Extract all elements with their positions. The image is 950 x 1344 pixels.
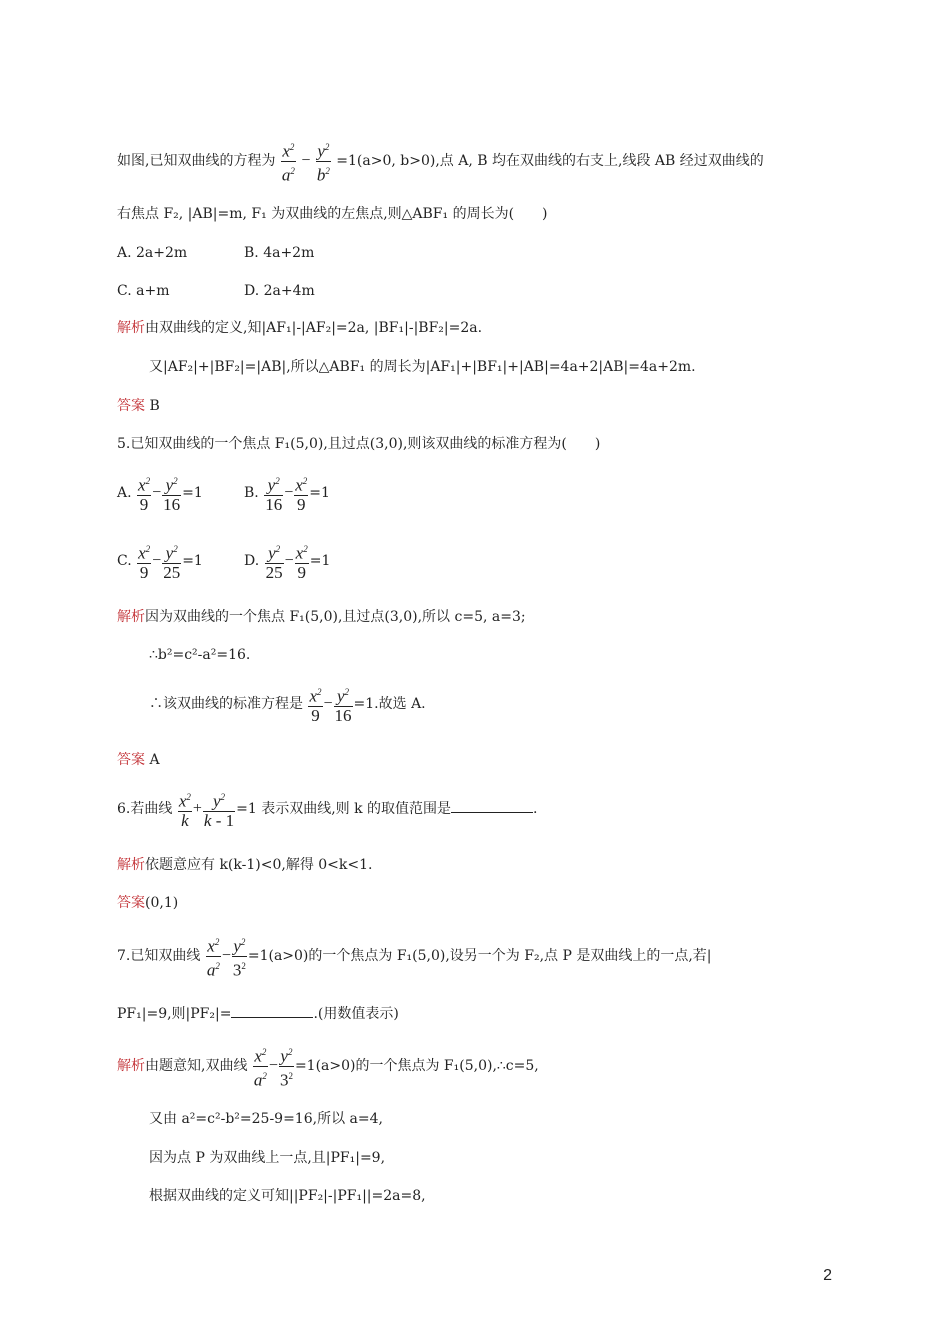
q5-analysis-text-3b: =1.故选 A. <box>353 695 426 712</box>
q4-option-d: D. 2a+4m <box>244 283 315 299</box>
analysis-label: 解析 <box>117 857 145 873</box>
q4-answer-value: B <box>149 398 160 414</box>
fraction-x2-over-9: $\frac{x^2}{9}$ <box>308 683 322 725</box>
fraction-x2-over-k: $\frac{x^2}{k}$ <box>178 788 192 830</box>
fraction-x2-over-9: $\frac{x^2}{9}$ <box>294 472 308 514</box>
q7-stem-text-2b: .(用数值表示) <box>313 1006 399 1022</box>
q5-analysis-text-1: 因为双曲线的一个焦点 F₁(5,0),且过点(3,0),所以 c=5, a=3; <box>145 609 526 625</box>
q4-analysis-line2: 又|AF₂|+|BF₂|=|AB|,所以△ABF₁ 的周长为|AF₁|+|BF₁|+|AB|=4a+2|AB|=4a+2m. <box>149 359 696 375</box>
q5-analysis-text-3a: ∴该双曲线的标准方程是 <box>149 695 303 712</box>
fraction-y2-over-25: $\frac{y^2}{25}$ <box>162 540 181 582</box>
q6-analysis-text-1: 依题意应有 k(k-1)<0,解得 0<k<1. <box>145 857 373 873</box>
q4-answer <box>117 396 160 416</box>
analysis-label: 解析 <box>117 320 145 336</box>
q4-stem-text-b: =1(a>0, b>0),点 A, B 均在双曲线的右支上,线段 AB 经过双曲线的 <box>336 153 764 170</box>
q5-option-c: C. $\frac{x^2}{9}$ − $\frac{y^2}{25}$ =1 <box>117 540 203 582</box>
q7-stem-line1: 7.已知双曲线 $\frac{x^2}{a^2}$ − $\frac{y^2}{3^2}$ =1(a>0)的一个焦点为 F₁(5,0),设另一个为 F₂,点 P 是双曲线上的一点,若| <box>117 933 712 979</box>
q4-stem-line1: 如图,已知双曲线的方程为 $\frac{x^2}{a^2}$ − $\frac{y^2}{b^2}$ =1(a>0, b>0),点 A, B 均在双曲线的右支上,线段 AB 经过双曲线的 <box>117 138 764 184</box>
q5-option-c-label: C. <box>117 552 132 569</box>
q5-stem: 5.已知双曲线的一个焦点 F₁(5,0),且过点(3,0),则该双曲线的标准方程为( ) <box>117 436 601 452</box>
fraction-y2-over-25: $\frac{y^2}{25}$ <box>265 540 284 582</box>
fraction-y2-over-16: $\frac{y^2}{16}$ <box>264 472 283 514</box>
q5-analysis-line1 <box>117 607 526 627</box>
q5-option-b: B. $\frac{y^2}{16}$ − $\frac{x^2}{9}$ =1 <box>244 472 330 514</box>
answer-blank[interactable] <box>231 1003 313 1018</box>
eq-tail: =1 <box>309 484 330 501</box>
fraction-x2-over-a2: $\frac{x^2}{a^2}$ <box>253 1043 268 1089</box>
q6-stem-end: . <box>533 800 538 817</box>
fraction-x2-over-9: $\frac{x^2}{9}$ <box>295 540 309 582</box>
eq-tail: =1 <box>309 552 331 569</box>
fraction-y2-over-16: $\frac{y^2}{16}$ <box>334 683 353 725</box>
q5-option-a: A. $\frac{x^2}{9}$ − $\frac{y^2}{16}$ =1 <box>117 472 203 514</box>
q6-stem-text-a: 6.若曲线 <box>117 800 173 817</box>
q5-answer-value: A <box>149 752 160 768</box>
fraction-y2-over-k-minus-1: $\frac{y^2}{k - 1}$ <box>203 788 235 830</box>
q5-option-d-label: D. <box>244 552 260 569</box>
q7-analysis-line1: 解析由题意知,双曲线 $\frac{x^2}{a^2}$ − $\frac{y^2}{3^2}$ =1(a>0)的一个焦点为 F₁(5,0),∴c=5, <box>117 1043 539 1089</box>
q7-stem-line2 <box>117 1003 399 1024</box>
q7-analysis-line3: 因为点 P 为双曲线上一点,且|PF₁|=9, <box>149 1150 386 1166</box>
q5-analysis-line2: ∴b²=c²-a²=16. <box>149 647 251 663</box>
q7-analysis-text-1a: 由题意知,双曲线 <box>145 1058 248 1075</box>
q4-option-a: A. 2a+2m <box>117 245 188 261</box>
q6-analysis <box>117 855 372 875</box>
q6-stem: 6.若曲线 $\frac{x^2}{k}$ + $\frac{y^2}{k - 1}$ =1 表示双曲线,则 k 的取值范围是 . <box>117 788 537 830</box>
fraction-x2-over-9: $\frac{x^2}{9}$ <box>137 540 151 582</box>
eq-tail: =1 <box>182 484 203 501</box>
fraction-y2-over-3-squared: $\frac{y^2}{3^2}$ <box>279 1043 294 1089</box>
fraction-y2-over-3-squared: $\frac{y^2}{3^2}$ <box>232 933 247 979</box>
q7-analysis-line4: 根据双曲线的定义可知||PF₂|-|PF₁||=2a=8, <box>149 1188 426 1204</box>
q5-option-b-label: B. <box>244 484 259 501</box>
answer-label: 答案 <box>117 752 145 768</box>
analysis-label: 解析 <box>117 1058 145 1075</box>
q5-option-a-label: A. <box>117 484 132 501</box>
fraction-x2-over-9: $\frac{x^2}{9}$ <box>137 472 151 514</box>
fraction-y2-over-16: $\frac{y^2}{16}$ <box>162 472 181 514</box>
page-number: 2 <box>823 1267 832 1284</box>
fraction-x2-over-a2: $\frac{x^2}{a^2}$ <box>281 138 296 184</box>
q7-stem-text-a: 7.已知双曲线 <box>117 948 201 965</box>
fraction-x2-over-a2: $\frac{x^2}{a^2}$ <box>206 933 221 979</box>
fraction-y2-over-b2: $\frac{y^2}{b^2}$ <box>316 138 331 184</box>
eq-tail: =1 <box>182 552 203 569</box>
q5-analysis-line3: ∴该双曲线的标准方程是 $\frac{x^2}{9}$ − $\frac{y^2}{16}$ =1.故选 A. <box>149 683 426 725</box>
q5-answer <box>117 750 160 770</box>
q4-stem-line2: 右焦点 F₂, |AB|=m, F₁ 为双曲线的左焦点,则△ABF₁ 的周长为( ) <box>117 206 548 222</box>
q7-stem-text-b: =1(a>0)的一个焦点为 F₁(5,0),设另一个为 F₂,点 P 是双曲线上的一点,若| <box>247 948 712 965</box>
q7-stem-text-2a: PF₁|=9,则|PF₂|= <box>117 1006 232 1022</box>
q6-answer <box>117 893 178 913</box>
answer-blank[interactable] <box>451 798 533 813</box>
q4-analysis-line1 <box>117 318 482 338</box>
q5-option-d: D. $\frac{y^2}{25}$ − $\frac{x^2}{9}$ =1 <box>244 540 330 582</box>
q4-stem-text-a: 如图,已知双曲线的方程为 <box>117 153 276 170</box>
q4-option-b: B. 4a+2m <box>244 245 315 261</box>
q7-analysis-text-1b: =1(a>0)的一个焦点为 F₁(5,0),∴c=5, <box>294 1058 539 1075</box>
q4-option-c: C. a+m <box>117 283 170 299</box>
q6-answer-value: (0,1) <box>145 895 179 911</box>
analysis-label: 解析 <box>117 609 145 625</box>
q4-analysis-text-1: 由双曲线的定义,知|AF₁|-|AF₂|=2a, |BF₁|-|BF₂|=2a. <box>145 320 483 336</box>
q6-stem-text-b: =1 表示双曲线,则 k 的取值范围是 <box>236 800 452 817</box>
q7-analysis-line2: 又由 a²=c²-b²=25-9=16,所以 a=4, <box>149 1111 383 1127</box>
answer-label: 答案 <box>117 895 145 911</box>
answer-label: 答案 <box>117 398 145 414</box>
